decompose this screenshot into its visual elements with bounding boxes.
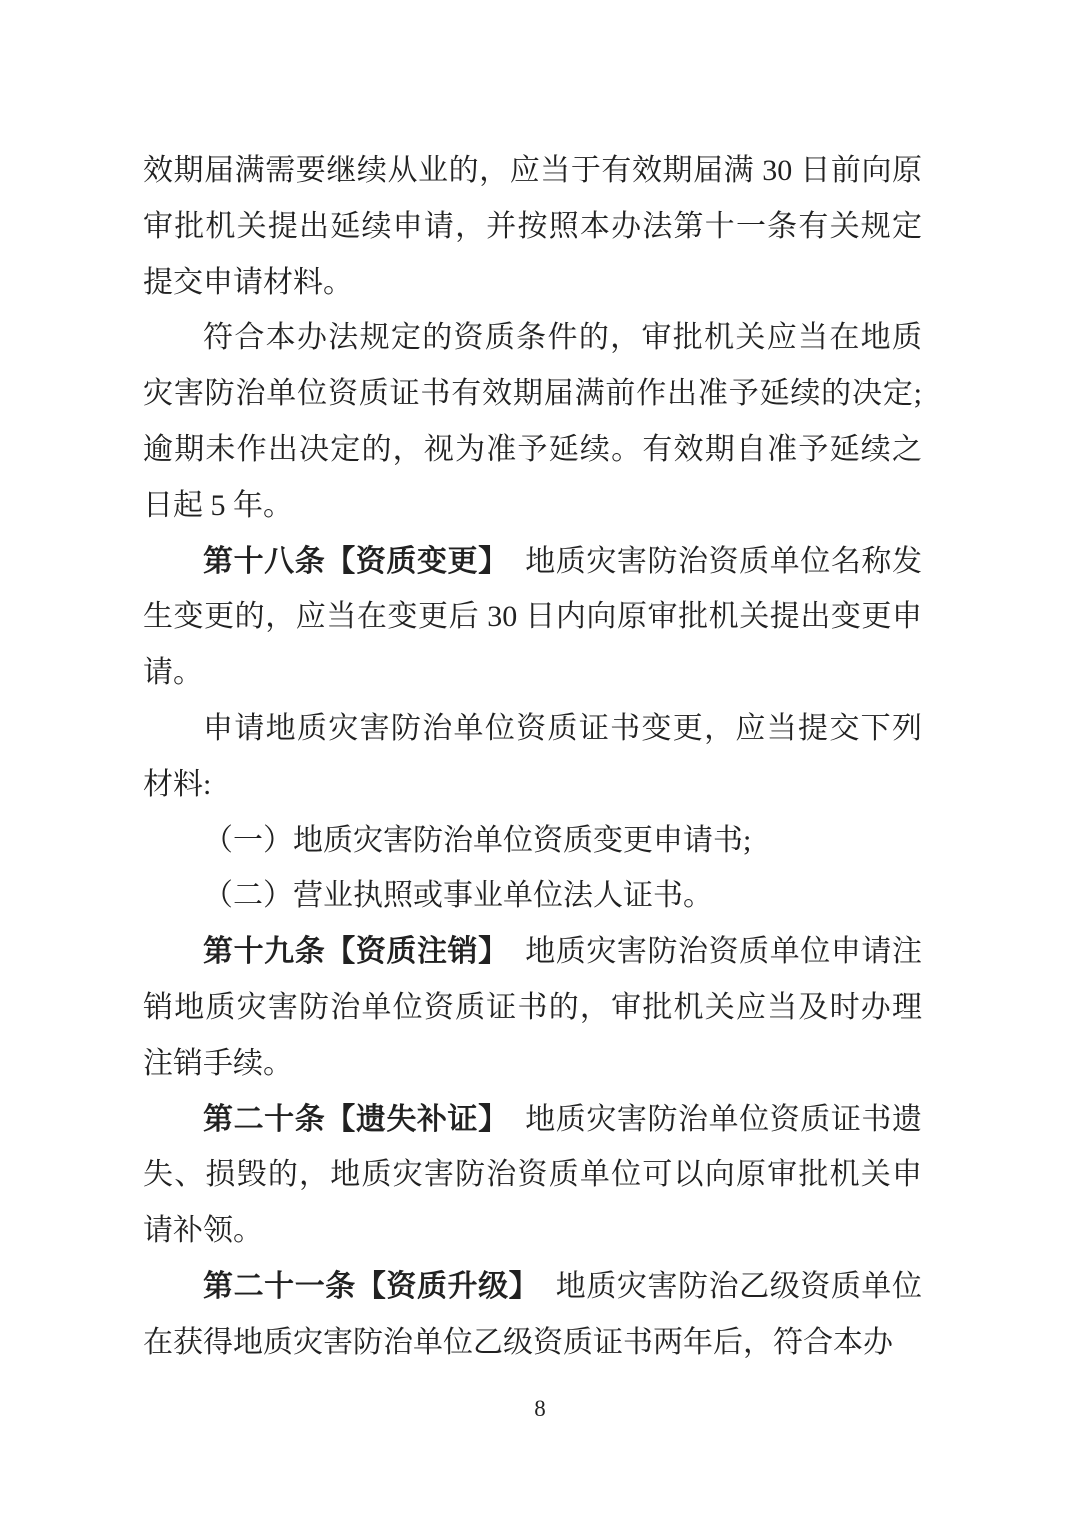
paragraph-text: 地质灾害防治资质单位申请注销地质灾害防治单位资质证书的，审批机关应当及时办理注销手续。 (143, 935, 923, 1080)
paragraph-text: 地质灾害防治乙级资质单位在获得地质灾害防治单位乙级资质证书两年后，符合本办 (143, 1269, 922, 1359)
body-paragraph (143, 868, 922, 924)
document-body (143, 143, 922, 1371)
paragraph-text: 申请地质灾害防治单位资质证书变更，应当提交下列材料: (143, 711, 922, 801)
body-paragraph (143, 143, 922, 310)
article-heading: 第十九条【资质注销】 (203, 935, 509, 969)
paragraph-text: 符合本办法规定的资质条件的，审批机关应当在地质灾害防治单位资质证书有效期届满前作出准予延续的决定;逾期未作出决定的，视为准予延续。有效期自准予延续之日起 5 年。 (143, 321, 922, 522)
page-number: 8 (534, 1396, 546, 1421)
body-paragraph (143, 813, 922, 869)
body-paragraph (143, 701, 922, 813)
paragraph-text: 效期届满需要继续从业的，应当于有效期届满 30 日前向原审批机关提出延续申请，并按照本办法第十一条有关规定提交申请材料。 (143, 154, 922, 299)
paragraph-text: 地质灾害防治资质单位名称发生变更的，应当在变更后 30 日内向原审批机关提出变更申请。 (143, 544, 923, 690)
paragraph-text: 地质灾害防治单位资质证书遗失、损毁的，地质灾害防治资质单位可以向原审批机关申请补领。 (143, 1102, 923, 1248)
body-paragraph (143, 310, 922, 533)
article-paragraph (143, 534, 922, 701)
article-heading: 第二十条【遗失补证】 (203, 1102, 509, 1136)
article-paragraph (143, 1259, 922, 1371)
article-paragraph (143, 924, 922, 1091)
article-heading: 第十八条【资质变更】 (203, 544, 509, 578)
paragraph-text: （二）营业执照或事业单位法人证书。 (203, 879, 713, 913)
paragraph-text: （一）地质灾害防治单位资质变更申请书; (203, 823, 752, 857)
article-heading: 第二十一条【资质升级】 (203, 1269, 540, 1303)
article-paragraph (143, 1092, 922, 1259)
